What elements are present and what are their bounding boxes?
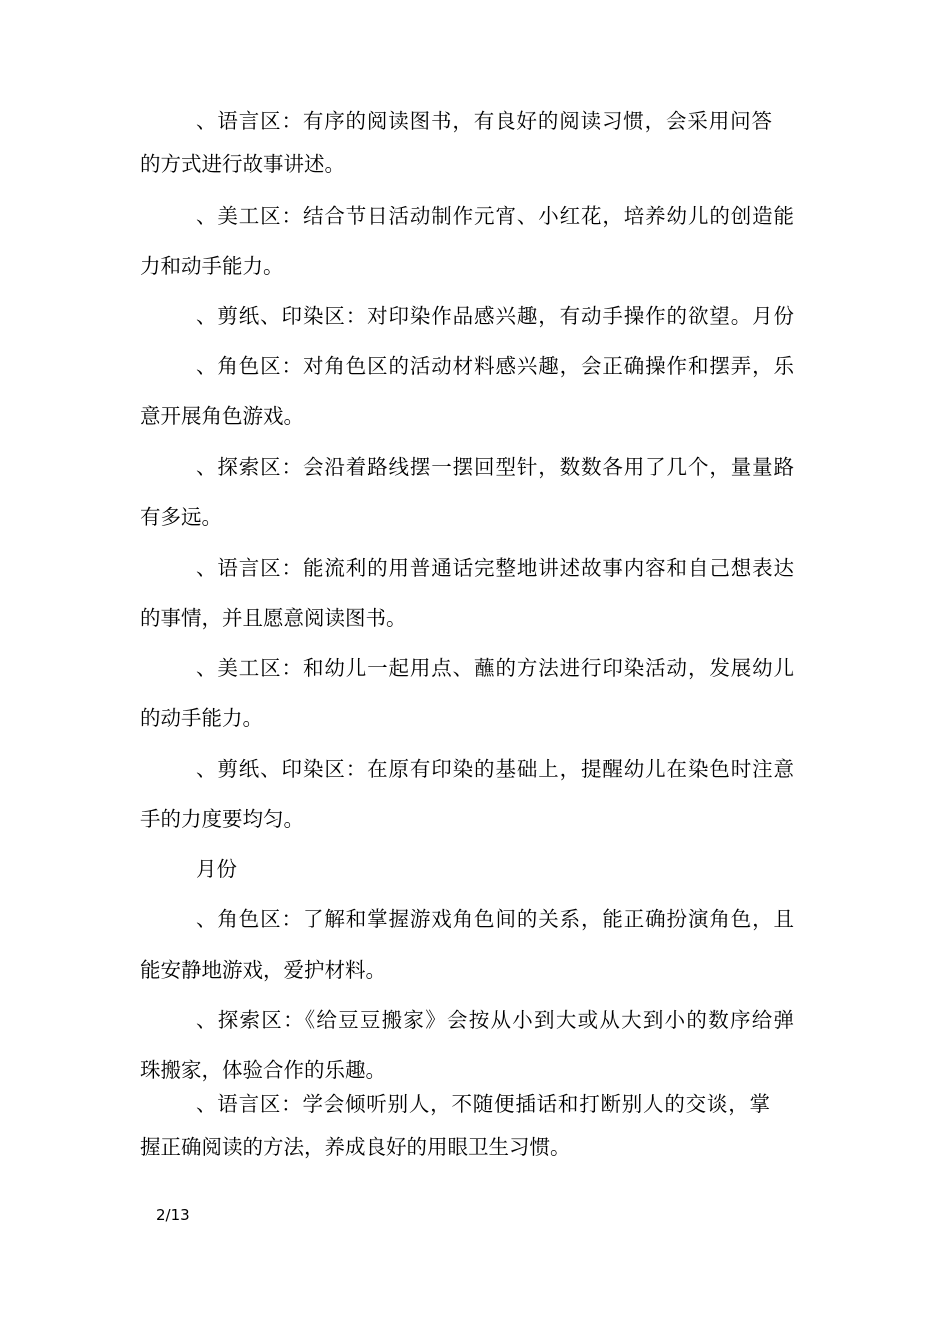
text-line: 、语言区：学会倾听别人，不随便插话和打断别人的交谈，掌 [196,1092,770,1116]
text-line: 、美工区：结合节日活动制作元宵、小红花，培养幼儿的创造能 [196,204,794,228]
text-line: 的动手能力。 [140,706,263,730]
text-line: 珠搬家，体验合作的乐趣。 [140,1058,386,1082]
text-line: 有多远。 [140,505,222,529]
text-line: 、剪纸、印染区：对印染作品感兴趣，有动手操作的欲望。月份 [196,304,794,328]
text-line: 、剪纸、印染区：在原有印染的基础上，提醒幼儿在染色时注意 [196,757,794,781]
page-number: 2/13 [156,1206,190,1224]
text-line: 能安静地游戏，爱护材料。 [140,958,386,982]
text-line: 意开展角色游戏。 [140,404,304,428]
text-line: 的方式进行故事讲述。 [140,152,345,176]
text-line: 力和动手能力。 [140,254,284,278]
month-heading: 月份 [196,857,237,881]
text-line: 、美工区：和幼儿一起用点、蘸的方法进行印染活动，发展幼儿 [196,656,794,680]
text-line: 、角色区：了解和掌握游戏角色间的关系，能正确扮演角色，且 [196,907,794,931]
text-line: 、探索区：《给豆豆搬家》会按从小到大或从大到小的数序给弹 [196,1008,794,1032]
text-line: 、语言区：有序的阅读图书，有良好的阅读习惯，会采用问答 [196,109,772,133]
text-line: 、角色区：对角色区的活动材料感兴趣，会正确操作和摆弄，乐 [196,354,794,378]
text-line: 、探索区：会沿着路线摆一摆回型针，数数各用了几个，量量路 [196,455,794,479]
text-line: 握正确阅读的方法，养成良好的用眼卫生习惯。 [140,1135,571,1159]
text-line: 、语言区：能流利的用普通话完整地讲述故事内容和自己想表达 [196,556,794,580]
text-line: 手的力度要均匀。 [140,807,304,831]
text-line: 的事情，并且愿意阅读图书。 [140,606,407,630]
